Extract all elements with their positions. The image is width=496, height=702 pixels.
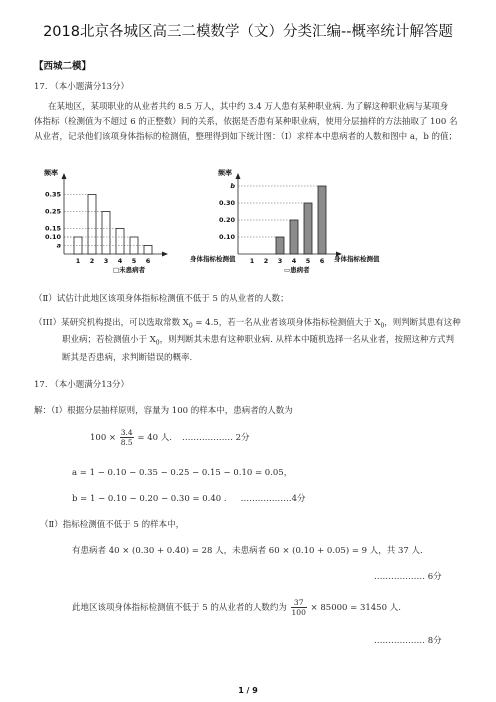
y-tick-0: 0.35 <box>44 190 61 199</box>
part-2-question: （Ⅱ）试估计此地区该项身体指标检测值不低于 5 的从业者的人数； <box>34 294 289 304</box>
solution-part-2-estimate: 此地区该项身体指标检测值不低于 5 的从业者的人数约为 $\frac{37}{100}$ × 85000 = 31450 人. <box>72 598 401 617</box>
x-tick-5: 5 <box>131 257 137 265</box>
bar-1 <box>74 237 82 254</box>
points-8: ……………… 8分 <box>374 636 442 646</box>
solution-part-1: 解：（Ⅰ）根据分层抽样原则，容量为 100 的样本中，患病者的人数为 <box>34 406 293 416</box>
chart-right-xlabel: 身体指标检测值 <box>334 255 380 263</box>
y-tick-3: 0.10 <box>44 233 61 242</box>
y-tick-0: b <box>230 182 235 191</box>
equation-b: b = 1 − 0.10 − 0.20 − 0.30 = 0.40 . ………………4分 <box>72 494 306 504</box>
document-title: 2018北京各城区高三二模数学（文）分类汇编--概率统计解答题 <box>43 24 453 40</box>
bar-4 <box>116 229 124 255</box>
part-3-line-2: 职业病；若检测值小于 $X_0$，则判断其未患有这种职业病. 从样本中随机选择一名从业者，按照这种方式判 <box>62 335 455 347</box>
bar-5 <box>304 203 312 254</box>
chart-left-xlabel: 身体指标检测值 <box>190 255 236 263</box>
y-tick-2: 0.15 <box>44 224 61 233</box>
x-tick-6: 6 <box>145 257 151 265</box>
part-3-line-1: （III）某研究机构提出，可以选取常数 $X_0 = 4.5$，若一名从业者该项身体指标检测值大于 $X_0$，则判断其患有这种 <box>34 318 461 330</box>
x-tick-6: 6 <box>319 257 325 265</box>
intro-line-3: 从业者，记录他们该项身体指标的检测值，整理得到如下统计图：（Ⅰ）求样本中患病者的人数和图中 a，b 的值； <box>34 132 458 142</box>
page-number: 1 / 9 <box>238 686 258 695</box>
bar-3 <box>102 212 110 255</box>
points-6: ……………… 6分 <box>374 572 442 582</box>
x-tick-2: 2 <box>89 257 95 265</box>
bar-6 <box>318 186 326 254</box>
x-tick-1: 1 <box>249 257 255 265</box>
section-heading: 【西城二模】 <box>34 61 92 72</box>
bar-6 <box>144 246 152 255</box>
question-header: 17. （本小题满分13分） <box>34 82 130 92</box>
solution-header: 17. （本小题满分13分） <box>34 380 130 390</box>
y-tick-2: 0.20 <box>218 216 235 225</box>
intro-line-1: 在某地区，某项职业的从业者共约 8.5 万人，其中约 3.4 万人患有某种职业病. 为了解这种职业病与某项身 <box>48 102 449 112</box>
solution-part-2: （Ⅱ）指标检测值不低于 5 的样本中， <box>40 520 185 530</box>
part-3-line-3: 断其是否患病，求判断错误的概率. <box>62 353 193 363</box>
solution-part-2-counts: 有患病者 40 × (0.30 + 0.40) = 28 人，未患病者 60 × (0.10 + 0.05) = 9 人，共 37 人. <box>72 546 423 556</box>
equation-a: a = 1 − 0.10 − 0.35 − 0.25 − 0.15 − 0.10 = 0.05， <box>72 468 293 478</box>
y-tick-1: 0.25 <box>44 207 61 216</box>
x-tick-1: 1 <box>75 257 81 265</box>
x-tick-5: 5 <box>305 257 311 265</box>
x-tick-3: 3 <box>277 257 283 265</box>
x-tick-4: 4 <box>291 257 297 265</box>
chart-diseased <box>214 164 414 288</box>
bar-3 <box>276 237 284 254</box>
chart-right-legend: ▭患病者 <box>284 266 310 274</box>
y-tick-3: 0.10 <box>218 233 235 242</box>
y-tick-4: a <box>56 241 61 250</box>
chart-non-diseased <box>40 164 240 288</box>
y-tick-1: 0.30 <box>218 199 235 208</box>
equation-sample-size: 100 × $\frac{3.4}{8.5}$ = 40 人. ……………… 2分 <box>90 428 250 447</box>
intro-line-2: 体指标（检测值为不超过 6 的正整数）间的关系，依据是否患有某种职业病，使用分层抽样的方法抽取了 100 名 <box>34 117 458 127</box>
chart-right-ylabel: 频率 <box>218 169 232 177</box>
chart-left-ylabel: 频率 <box>44 169 58 177</box>
x-axis-arrow <box>162 252 168 257</box>
y-axis-arrow <box>62 173 67 179</box>
x-tick-3: 3 <box>103 257 109 265</box>
bar-2 <box>88 195 96 255</box>
x-tick-4: 4 <box>117 257 123 265</box>
y-axis-arrow <box>236 173 241 179</box>
x-tick-2: 2 <box>263 257 269 265</box>
bar-4 <box>290 220 298 254</box>
chart-left-legend: □未患病者 <box>113 266 146 274</box>
